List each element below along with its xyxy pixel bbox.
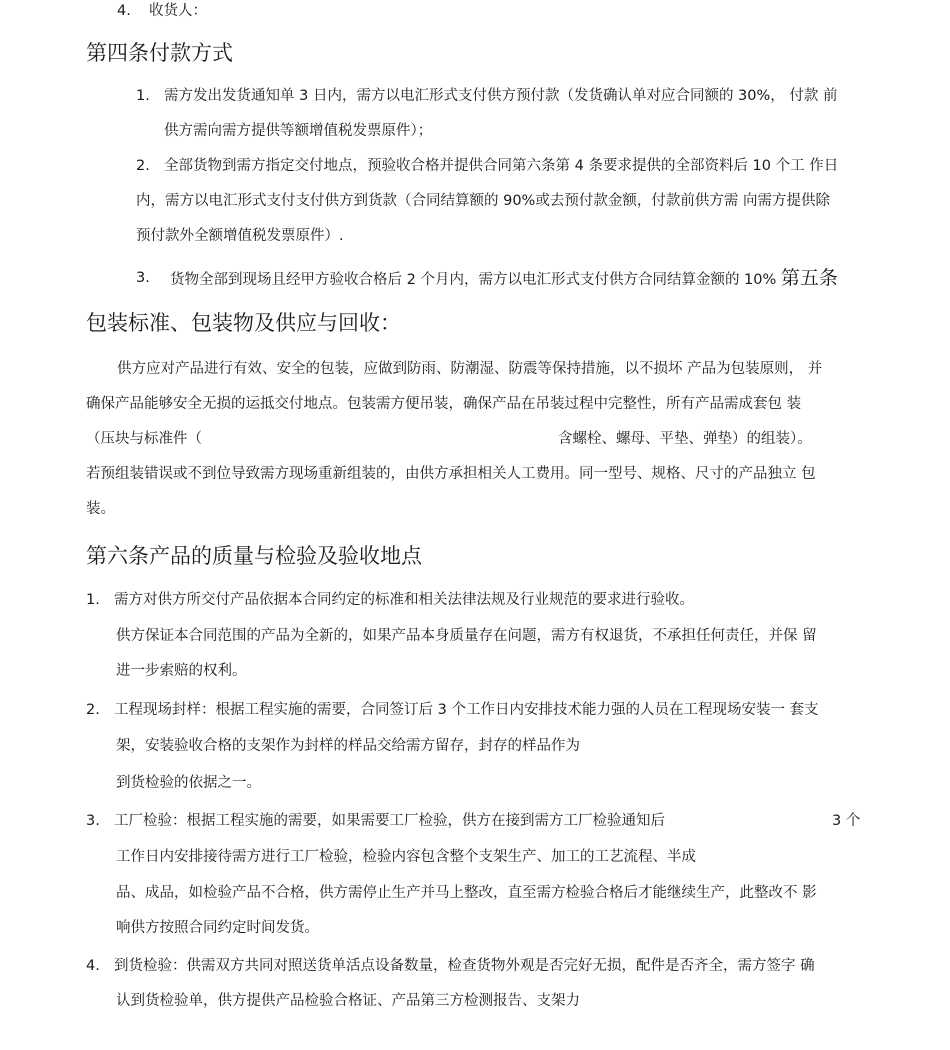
- quality-item-1-line-3: 进一步索赔的权利。: [116, 663, 247, 679]
- payment-item-3-text: 货物全部到现场且经甲方验收合格后 2 个月内，需方以电汇形式支付供方合同结算金额的 10%: [170, 272, 777, 288]
- quality-item-1-line-2: 供方保证本合同范围的产品为全新的，如果产品本身质量存在问题，需方有权退货，不承担任何责任，并保 留: [116, 628, 817, 644]
- article-5-heading: 包装标准、包装物及供应与回收：: [86, 311, 401, 335]
- quality-item-3-line-1-end: 3 个: [832, 813, 861, 829]
- quality-item-4-line-2: 认到货检验单，供方提供产品检验合格证、产品第三方检测报告、支架力: [116, 993, 580, 1009]
- list-number: 3.: [136, 270, 150, 286]
- quality-item-2-line-3: 到货检验的依据之一。: [116, 775, 261, 791]
- list-number: 1.: [136, 88, 150, 104]
- list-number: 3.: [86, 813, 100, 829]
- payment-item-1-line-1: 需方发出发货通知单 3 日内，需方以电汇形式支付供方预付款（发货确认单对应合同额的 30%， 付款 前: [164, 88, 838, 104]
- list-number: 4.: [86, 958, 100, 974]
- quality-item-4-line-1: 到货检验：供需双方共同对照送货单活点设备数量，检查货物外观是否完好无损，配件是否齐全，需方签字 确: [114, 958, 815, 974]
- article-4-heading: 第四条付款方式: [86, 41, 233, 65]
- packaging-line-1: 供方应对产品进行有效、安全的包装，应做到防雨、防潮湿、防震等保持措施，以不损坏 产品为包装原则， 并: [117, 361, 823, 377]
- quality-item-3-line-4: 响供方按照合同约定时间发货。: [116, 920, 319, 936]
- payment-item-2-line-3: 预付款外全额增值税发票原件）.: [136, 228, 344, 244]
- packaging-line-5: 装。: [86, 501, 115, 517]
- quality-item-3-line-1: 工厂检验：根据工程实施的需要，如果需要工厂检验，供方在接到需方工厂检验通知后: [114, 813, 665, 829]
- list-number: 4.: [117, 3, 131, 19]
- packaging-line-4: 若预组装错误或不到位导致需方现场重新组装的，由供方承担相关人工费用。同一型号、规格、尺寸的产品独立 包: [86, 466, 816, 482]
- payment-item-2-line-2: 内，需方以电汇形式支付支付供方到货款（合同结算额的 90%或去预付款金额，付款前供方需 向需方提供除: [136, 193, 830, 209]
- payment-item-1-line-2: 供方需向需方提供等额增值税发票原件）；: [164, 123, 433, 139]
- packaging-line-3-start: （压块与标准件（: [86, 431, 202, 447]
- consignee-line: 收货人：: [149, 3, 207, 19]
- article-5-heading-start: 第五条: [780, 267, 838, 289]
- quality-item-3-line-2: 工作日内安排接待需方进行工厂检验，检验内容包含整个支架生产、加工的工艺流程、半成: [116, 849, 696, 865]
- packaging-line-3-end: 含螺栓、螺母、平垫、弹垫）的组装）。: [558, 431, 812, 447]
- list-number: 1.: [86, 592, 100, 608]
- payment-item-2-line-1: 全部货物到需方指定交付地点，预验收合格并提供合同第六条第 4 条要求提供的全部资料后 10 个工 作日: [164, 158, 839, 174]
- list-number: 2.: [136, 158, 150, 174]
- quality-item-3-line-3: 品、成品，如检验产品不合格，供方需停止生产并马上整改，直至需方检验合格后才能继续生产，此整改不 影: [116, 885, 817, 901]
- quality-item-2-line-2: 架，安装验收合格的支架作为封样的样品交给需方留存，封存的样品作为: [116, 738, 580, 754]
- payment-item-3-line: [170, 268, 838, 290]
- quality-item-2-line-1: 工程现场封样：根据工程实施的需要，合同签订后 3 个工作日内安排技术能力强的人员在工程现场安装一 套支: [114, 702, 819, 718]
- quality-item-1-line-1: 需方对供方所交付产品依据本合同约定的标准和相关法律法规及行业规范的要求进行验收。: [114, 592, 694, 608]
- article-6-heading: 第六条产品的质量与检验及验收地点: [86, 544, 422, 568]
- list-number: 2.: [86, 702, 100, 718]
- packaging-line-2: 确保产品能够安全无损的运抵交付地点。包装需方便吊装，确保产品在吊装过程中完整性，所有产品需成套包 装: [86, 396, 802, 412]
